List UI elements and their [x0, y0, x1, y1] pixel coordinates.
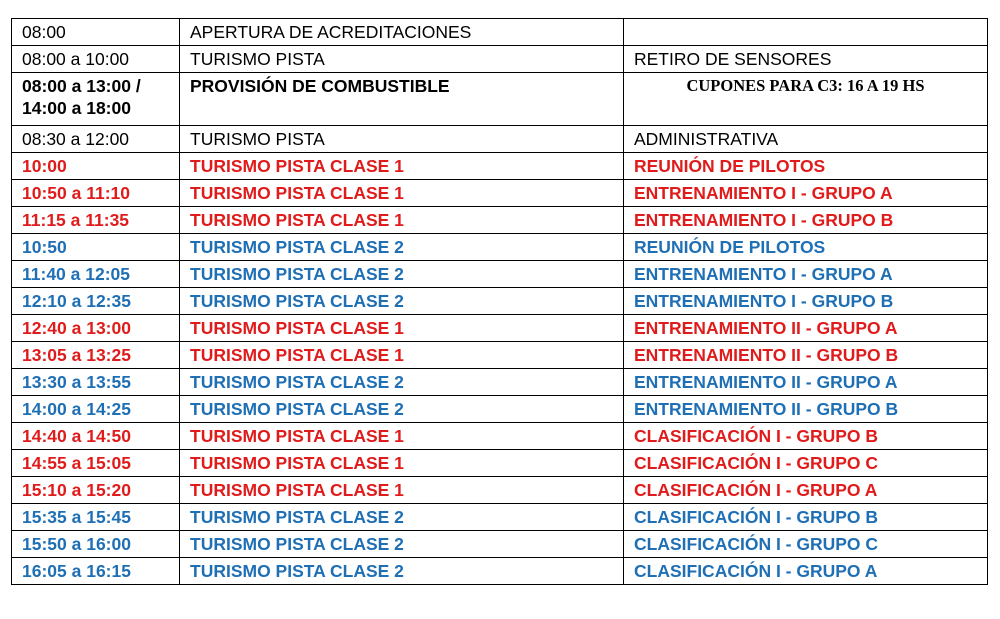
detail-cell: CLASIFICACIÓN I - GRUPO A: [624, 477, 988, 504]
event-cell: TURISMO PISTA CLASE 2: [180, 558, 624, 585]
detail-cell: ENTRENAMIENTO II - GRUPO B: [624, 342, 988, 369]
detail-cell: ENTRENAMIENTO I - GRUPO B: [624, 288, 988, 315]
schedule-row: [12, 207, 988, 234]
schedule-row: [12, 19, 988, 46]
schedule-row: [12, 73, 988, 126]
time-cell: 14:40 a 14:50: [12, 423, 180, 450]
schedule-row: [12, 450, 988, 477]
time-cell: 11:15 a 11:35: [12, 207, 180, 234]
schedule-row: [12, 477, 988, 504]
event-cell: TURISMO PISTA CLASE 1: [180, 450, 624, 477]
event-cell: TURISMO PISTA CLASE 2: [180, 234, 624, 261]
time-cell: 15:50 a 16:00: [12, 531, 180, 558]
detail-cell: ENTRENAMIENTO I - GRUPO A: [624, 180, 988, 207]
schedule-row: [12, 315, 988, 342]
schedule-row: [12, 558, 988, 585]
detail-cell: ENTRENAMIENTO II - GRUPO B: [624, 396, 988, 423]
time-cell: 08:30 a 12:00: [12, 126, 180, 153]
detail-cell: CLASIFICACIÓN I - GRUPO C: [624, 531, 988, 558]
detail-cell: ENTRENAMIENTO I - GRUPO B: [624, 207, 988, 234]
detail-cell: ADMINISTRATIVA: [624, 126, 988, 153]
event-cell: TURISMO PISTA CLASE 1: [180, 153, 624, 180]
time-cell: 14:55 a 15:05: [12, 450, 180, 477]
event-cell: TURISMO PISTA CLASE 2: [180, 261, 624, 288]
time-cell: 16:05 a 16:15: [12, 558, 180, 585]
event-cell: TURISMO PISTA: [180, 126, 624, 153]
event-cell: TURISMO PISTA CLASE 2: [180, 504, 624, 531]
event-cell: TURISMO PISTA CLASE 1: [180, 477, 624, 504]
detail-cell: REUNIÓN DE PILOTOS: [624, 153, 988, 180]
detail-cell: ENTRENAMIENTO II - GRUPO A: [624, 315, 988, 342]
schedule-row: [12, 180, 988, 207]
event-cell: TURISMO PISTA CLASE 2: [180, 288, 624, 315]
time-cell: 14:00 a 14:25: [12, 396, 180, 423]
event-cell: TURISMO PISTA CLASE 1: [180, 207, 624, 234]
detail-cell: CUPONES PARA C3: 16 A 19 HS: [624, 73, 988, 126]
time-cell: 12:40 a 13:00: [12, 315, 180, 342]
schedule-body: [12, 19, 988, 585]
event-cell: TURISMO PISTA CLASE 1: [180, 342, 624, 369]
time-cell: 10:50: [12, 234, 180, 261]
time-cell: 10:00: [12, 153, 180, 180]
schedule-row: [12, 423, 988, 450]
event-cell: TURISMO PISTA: [180, 46, 624, 73]
event-cell: TURISMO PISTA CLASE 1: [180, 423, 624, 450]
detail-cell: [624, 19, 988, 46]
event-cell: TURISMO PISTA CLASE 1: [180, 180, 624, 207]
schedule-row: [12, 342, 988, 369]
detail-cell: CLASIFICACIÓN I - GRUPO A: [624, 558, 988, 585]
event-cell: TURISMO PISTA CLASE 2: [180, 369, 624, 396]
detail-cell: CLASIFICACIÓN I - GRUPO C: [624, 450, 988, 477]
schedule-table: [11, 18, 988, 585]
detail-cell: CLASIFICACIÓN I - GRUPO B: [624, 504, 988, 531]
detail-cell: ENTRENAMIENTO I - GRUPO A: [624, 261, 988, 288]
time-cell: 13:05 a 13:25: [12, 342, 180, 369]
detail-cell: REUNIÓN DE PILOTOS: [624, 234, 988, 261]
schedule-row: [12, 126, 988, 153]
schedule-row: [12, 531, 988, 558]
schedule-row: [12, 504, 988, 531]
event-cell: APERTURA DE ACREDITACIONES: [180, 19, 624, 46]
schedule-row: [12, 234, 988, 261]
event-cell: TURISMO PISTA CLASE 2: [180, 531, 624, 558]
schedule-row: [12, 46, 988, 73]
schedule-row: [12, 396, 988, 423]
detail-cell: ENTRENAMIENTO II - GRUPO A: [624, 369, 988, 396]
time-cell: 08:00: [12, 19, 180, 46]
time-cell: 08:00 a 13:00 / 14:00 a 18:00: [12, 73, 180, 126]
schedule-row: [12, 288, 988, 315]
schedule-row: [12, 153, 988, 180]
time-cell: 10:50 a 11:10: [12, 180, 180, 207]
time-cell: 11:40 a 12:05: [12, 261, 180, 288]
schedule-row: [12, 369, 988, 396]
event-cell: TURISMO PISTA CLASE 2: [180, 396, 624, 423]
schedule-row: [12, 261, 988, 288]
time-cell: 12:10 a 12:35: [12, 288, 180, 315]
event-cell: PROVISIÓN DE COMBUSTIBLE: [180, 73, 624, 126]
detail-cell: RETIRO DE SENSORES: [624, 46, 988, 73]
time-cell: 15:10 a 15:20: [12, 477, 180, 504]
event-cell: TURISMO PISTA CLASE 1: [180, 315, 624, 342]
time-cell: 15:35 a 15:45: [12, 504, 180, 531]
detail-cell: CLASIFICACIÓN I - GRUPO B: [624, 423, 988, 450]
time-cell: 13:30 a 13:55: [12, 369, 180, 396]
time-cell: 08:00 a 10:00: [12, 46, 180, 73]
